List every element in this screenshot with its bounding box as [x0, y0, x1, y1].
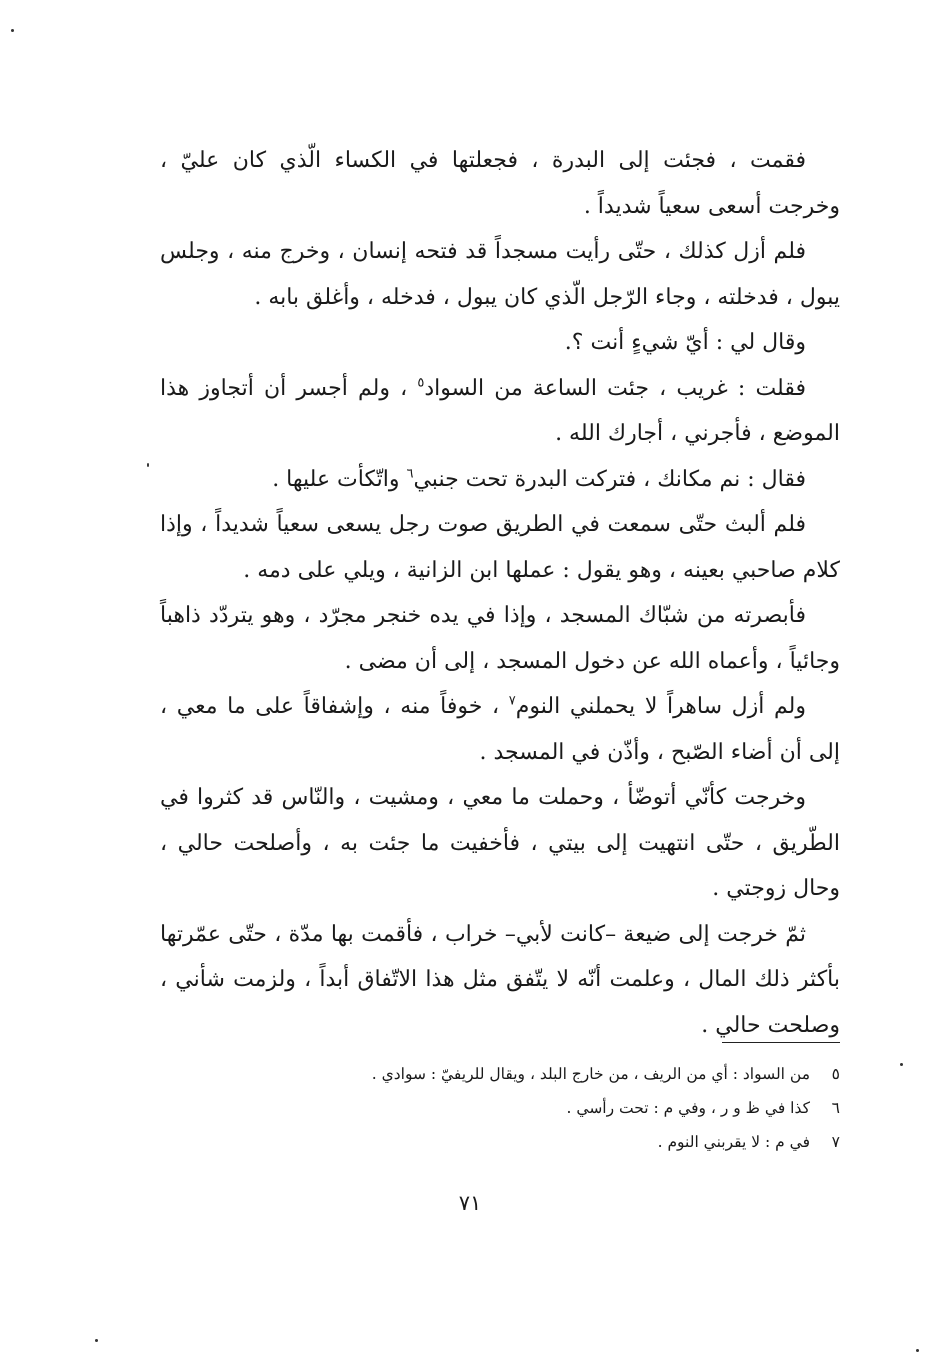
paragraph	[160, 775, 840, 912]
text-run: وقال لي : أيّ شيءٍ أنت ؟.	[564, 330, 806, 355]
footnote-marker: ٥	[417, 375, 425, 391]
footnote-number: ٧	[831, 1133, 840, 1151]
paragraph	[160, 366, 840, 457]
text-run: وخرجت كأنّي أتوضّأ ، وحملت ما معي ، ومشيت ، والنّاس قد كثروا في الطّريق ، حتّى انتهيت إلى بيتي ، فأخفيت ما جئت به ، وأصلحت حالي ، وحال زوجتي .	[160, 785, 840, 901]
footnote-text: في م : لا يقربني النوم .	[657, 1133, 810, 1151]
paragraph	[160, 138, 840, 229]
paragraph	[160, 593, 840, 684]
paragraph	[160, 457, 840, 503]
footnote	[300, 1125, 840, 1159]
text-run: فلم أزل كذلك ، حتّى رأيت مسجداً قد فتحه إنسان ، وخرج منه ، وجلس يبول ، فدخلته ، وجاء الرّجل الّذي كان يبول ، فدخله ، وأغلق بابه .	[160, 239, 840, 310]
text-run: ولم أزل ساهراً لا يحملني النوم	[515, 694, 806, 719]
scan-speck	[916, 1349, 919, 1352]
footnote	[300, 1091, 840, 1125]
paragraph	[160, 502, 840, 593]
text-run: فقال : نم مكانك ، فتركت البدرة تحت جنبي	[413, 466, 806, 492]
paragraph	[160, 684, 840, 775]
text-run: ، خوفاً منه ، وإشفاقاً على ما معي ، إلى أن أضاء الصّبح ، وأذّن في المسجد .	[160, 694, 840, 765]
footnote	[300, 1057, 840, 1091]
scan-speck	[900, 1063, 903, 1066]
page-number: ٧١	[458, 1191, 482, 1215]
text-run: فقلت : غريب ، جئت الساعة من السواد	[424, 375, 806, 401]
text-run: فأبصرته من شبّاك المسجد ، وإذا في يده خنجر مجرّد ، وهو يتردّد ذاهباً وجائياً ، وأعماه الله عن دخول المسجد ، إلى أن مضى .	[160, 603, 840, 674]
footnote-text: كذا في ظ و ر ، وفي م : تحت رأسي .	[566, 1099, 810, 1117]
scan-speck	[95, 1339, 98, 1342]
footnotes	[300, 1057, 840, 1159]
footnote-number: ٦	[831, 1099, 840, 1117]
footnote-number: ٥	[831, 1065, 840, 1083]
footnote-marker: ٦	[406, 466, 414, 482]
text-run: ثمّ خرجت إلى ضيعة –كانت لأبي– خراب ، فأقمت بها مدّة ، حتّى عمّرتها بأكثر ذلك المال ، وعلمت أنّه لا يتّفق مثل هذا الاتّفاق أبداً ، ولزمت شأني ، وصلحت حالي .	[160, 921, 840, 1038]
text-run: فلم ألبث حتّى سمعت في الطريق صوت رجل يسعى سعياً شديداً ، وإذا كلام صاحبي بعينه ، وهو يقول : عملها ابن الزانية ، ويلي على دمه .	[160, 512, 840, 583]
footnote-separator	[722, 1042, 840, 1043]
paragraph	[160, 320, 840, 366]
scan-speck	[147, 463, 149, 467]
text-run: ، ولم أجسر أن أتجاوز هذا الموضع ، فأجرني ، أجارك الله .	[160, 375, 840, 446]
paragraph	[160, 912, 840, 1049]
paragraph	[160, 229, 840, 320]
scan-speck	[11, 29, 14, 32]
text-run: فقمت ، فجئت إلى البدرة ، فجعلتها في الكساء الّذي كان عليّ ، وخرجت أسعى سعياً شديداً .	[160, 148, 840, 219]
text-run: واتّكأت عليها .	[272, 466, 407, 492]
footnote-marker: ٧	[508, 693, 516, 709]
main-text	[160, 138, 840, 1048]
footnote-text: من السواد : أي من الريف ، من خارج البلد ، ويقال للريفيّ : سوادي .	[371, 1065, 810, 1083]
